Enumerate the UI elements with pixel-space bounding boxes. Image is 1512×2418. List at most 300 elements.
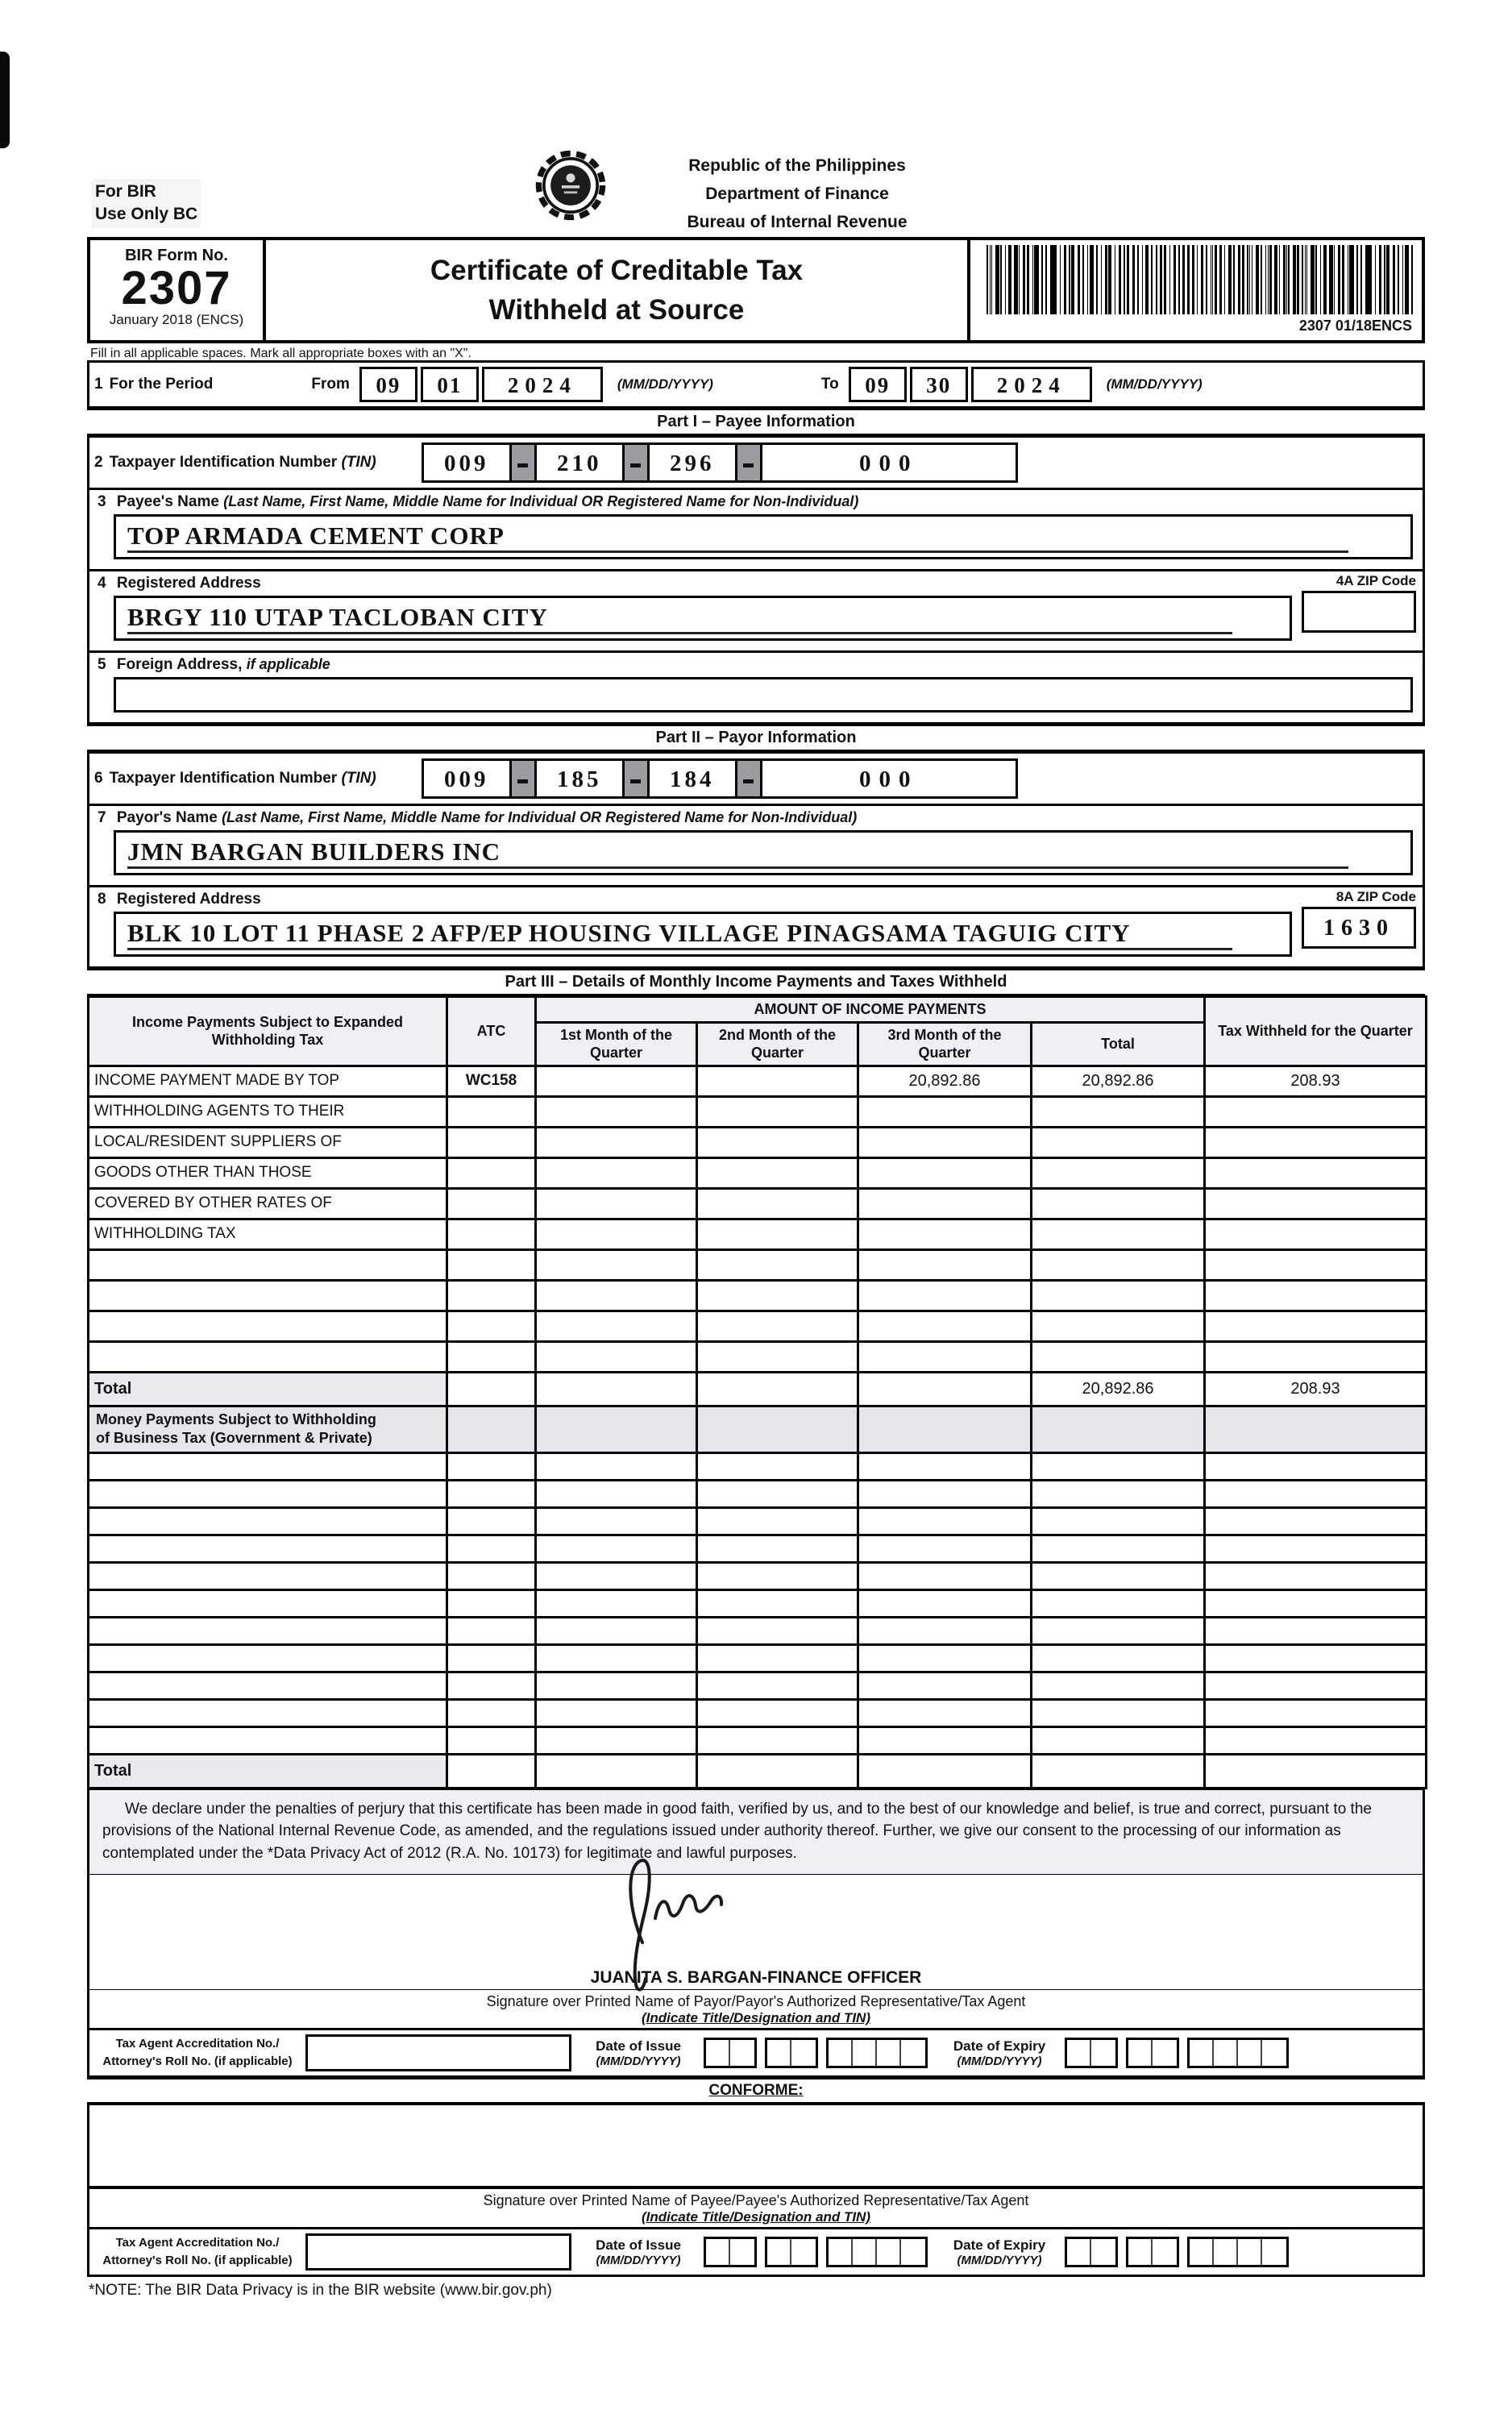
amount-cell-m3[interactable] bbox=[858, 1562, 1032, 1589]
tin-separator bbox=[512, 758, 534, 799]
payee-tin-row bbox=[87, 435, 1425, 490]
amount-cell-m2[interactable] bbox=[697, 1188, 858, 1219]
amount-cell-m3[interactable] bbox=[858, 1589, 1032, 1617]
date-of-issue-boxes[interactable] bbox=[704, 2237, 928, 2267]
tax-withheld-cell[interactable] bbox=[1205, 1188, 1427, 1219]
row-description[interactable] bbox=[89, 1699, 447, 1726]
atc-cell[interactable] bbox=[447, 1219, 536, 1249]
amount-cell-m3[interactable] bbox=[858, 1157, 1032, 1188]
tax-agent-accreditation-field[interactable] bbox=[305, 2233, 571, 2271]
amount-cell-m3[interactable] bbox=[858, 1726, 1032, 1754]
amount-cell-m3[interactable] bbox=[858, 1188, 1032, 1219]
tax-withheld-cell[interactable] bbox=[1205, 1127, 1427, 1157]
table-row bbox=[89, 1699, 1427, 1726]
row-description[interactable] bbox=[89, 1672, 447, 1699]
tax-withheld-cell[interactable] bbox=[1205, 1617, 1427, 1644]
shaded-cell bbox=[536, 1406, 697, 1452]
period-to-day-box[interactable]: 30 bbox=[910, 367, 968, 402]
row-description: WITHHOLDING TAX bbox=[89, 1219, 447, 1249]
table-row bbox=[89, 1535, 1427, 1562]
row-description bbox=[89, 1249, 447, 1280]
row-description: WITHHOLDING AGENTS TO THEIR bbox=[89, 1096, 447, 1127]
atc-cell[interactable] bbox=[447, 1188, 536, 1219]
tax-withheld-cell[interactable] bbox=[1205, 1589, 1427, 1617]
row-description bbox=[89, 1280, 447, 1311]
table-row bbox=[89, 1672, 1427, 1699]
total-m3 bbox=[858, 1754, 1032, 1788]
table-row bbox=[89, 1127, 1427, 1157]
amount-cell-total[interactable] bbox=[1032, 1617, 1205, 1644]
amount-cell-m2[interactable] bbox=[697, 1617, 858, 1644]
date-format-hint: (MM/DD/YYYY) bbox=[1106, 376, 1203, 392]
row-description[interactable] bbox=[89, 1480, 447, 1507]
amount-cell-total[interactable] bbox=[1032, 1311, 1205, 1341]
amount-cell-m1[interactable] bbox=[536, 1341, 697, 1372]
tax-withheld-cell[interactable] bbox=[1205, 1249, 1427, 1280]
amount-cell-total[interactable] bbox=[1032, 1280, 1205, 1311]
col-header-atc: ATC bbox=[447, 997, 536, 1066]
amount-cell-m2[interactable] bbox=[697, 1249, 858, 1280]
form-version: January 2018 (ENCS) bbox=[109, 312, 244, 327]
amount-cell-m1[interactable] bbox=[536, 1699, 697, 1726]
tax-withheld-cell[interactable] bbox=[1205, 1699, 1427, 1726]
payee-tin-group1[interactable]: 009 bbox=[422, 442, 512, 483]
amount-cell-total[interactable] bbox=[1032, 1507, 1205, 1535]
amount-cell-total[interactable] bbox=[1032, 1535, 1205, 1562]
from-label: From bbox=[311, 376, 350, 393]
period-from-year-box[interactable]: 2024 bbox=[482, 367, 603, 402]
row-description[interactable] bbox=[89, 1644, 447, 1672]
shaded-cell bbox=[447, 1406, 536, 1452]
payor-tin-boxes bbox=[422, 758, 1018, 799]
amount-cell-m3[interactable]: 20,892.86 bbox=[858, 1066, 1032, 1096]
amount-cell-m3[interactable] bbox=[858, 1507, 1032, 1535]
tax-withheld-cell[interactable] bbox=[1205, 1672, 1427, 1699]
privacy-footnote: *NOTE: The BIR Data Privacy is in the BIR website (www.bir.gov.ph) bbox=[89, 2282, 552, 2300]
scan-artifact bbox=[0, 52, 10, 148]
payor-printed-name: JUANITA S. BARGAN-FINANCE OFFICER bbox=[590, 1968, 922, 1988]
amount-cell-m2[interactable] bbox=[697, 1311, 858, 1341]
row-description[interactable] bbox=[89, 1452, 447, 1480]
signature-scrawl bbox=[565, 1839, 750, 2000]
payor-tax-agent-row bbox=[87, 2028, 1425, 2078]
money-total-label: Total bbox=[89, 1754, 447, 1788]
total-m3 bbox=[858, 1372, 1032, 1406]
row-description[interactable] bbox=[89, 1589, 447, 1617]
payor-address-field[interactable] bbox=[114, 912, 1292, 957]
payor-name-hint: (Last Name, First Name, Middle Name for Individual OR Registered Name for Non-Individual) bbox=[222, 809, 858, 825]
tax-withheld-cell[interactable]: 208.93 bbox=[1205, 1066, 1427, 1096]
payor-zip-label: 8A ZIP Code bbox=[1335, 889, 1416, 904]
tin-separator bbox=[625, 758, 647, 799]
table-row bbox=[89, 1452, 1427, 1480]
atc-cell[interactable] bbox=[447, 1341, 536, 1372]
amount-cell-m1[interactable] bbox=[536, 1311, 697, 1341]
amount-cell-total[interactable] bbox=[1032, 1589, 1205, 1617]
amount-cell-m2[interactable] bbox=[697, 1535, 858, 1562]
row-description[interactable] bbox=[89, 1726, 447, 1754]
tax-withheld-cell[interactable] bbox=[1205, 1562, 1427, 1589]
amount-cell-m1[interactable] bbox=[536, 1280, 697, 1311]
col-header-amount-span: AMOUNT OF INCOME PAYMENTS bbox=[536, 997, 1205, 1023]
payee-tin-label: Taxpayer Identification Number bbox=[109, 454, 338, 471]
payor-name-value: JMN BARGAN BUILDERS INC bbox=[127, 837, 501, 866]
amount-cell-total[interactable] bbox=[1032, 1672, 1205, 1699]
payee-name-field[interactable] bbox=[114, 514, 1413, 559]
atc-cell[interactable] bbox=[447, 1249, 536, 1280]
row-description: COVERED BY OTHER RATES OF bbox=[89, 1188, 447, 1219]
payor-zip-field[interactable]: 1630 bbox=[1302, 907, 1416, 949]
payee-tin-hint: (TIN) bbox=[341, 454, 376, 471]
item-no-8: 8 bbox=[98, 891, 106, 908]
table-row bbox=[89, 1219, 1427, 1249]
atc-cell[interactable] bbox=[447, 1280, 536, 1311]
amount-cell-m1[interactable] bbox=[536, 1480, 697, 1507]
col-header-total: Total bbox=[1032, 1022, 1205, 1066]
amount-cell-m1[interactable] bbox=[536, 1249, 697, 1280]
amount-cell-m1[interactable] bbox=[536, 1219, 697, 1249]
amount-cell-m3[interactable] bbox=[858, 1672, 1032, 1699]
income-total-label: Total bbox=[89, 1372, 447, 1406]
row-description[interactable] bbox=[89, 1562, 447, 1589]
amount-cell-m3[interactable] bbox=[858, 1249, 1032, 1280]
tax-withheld-cell[interactable] bbox=[1205, 1311, 1427, 1341]
form-title bbox=[266, 240, 970, 340]
amount-cell-m1[interactable] bbox=[536, 1535, 697, 1562]
amount-cell-m3[interactable] bbox=[858, 1699, 1032, 1726]
atc-cell[interactable] bbox=[447, 1672, 536, 1699]
payee-tin-boxes bbox=[422, 442, 1018, 483]
atc-cell[interactable] bbox=[447, 1644, 536, 1672]
atc-cell[interactable] bbox=[447, 1311, 536, 1341]
amount-cell-m1[interactable] bbox=[536, 1127, 697, 1157]
atc-cell bbox=[447, 1372, 536, 1406]
total-amount bbox=[1032, 1754, 1205, 1788]
atc-cell[interactable] bbox=[447, 1157, 536, 1188]
date-of-issue-label: Date of Issue (MM/DD/YYYY) bbox=[596, 2038, 681, 2068]
republic-line: Republic of the Philippines bbox=[688, 156, 906, 175]
amount-cell-m1[interactable] bbox=[536, 1452, 697, 1480]
table-row bbox=[89, 1726, 1427, 1754]
amount-cell-m2[interactable] bbox=[697, 1699, 858, 1726]
tax-withheld-cell[interactable] bbox=[1205, 1726, 1427, 1754]
table-row bbox=[89, 1280, 1427, 1311]
payee-address-label: Registered Address bbox=[116, 575, 261, 592]
col-header-month1: 1st Month of the Quarter bbox=[536, 1022, 697, 1066]
tax-withheld-cell[interactable] bbox=[1205, 1096, 1427, 1127]
payee-address-field[interactable] bbox=[114, 596, 1292, 641]
amount-cell-m3[interactable] bbox=[858, 1280, 1032, 1311]
atc-cell[interactable] bbox=[447, 1589, 536, 1617]
date-format-hint: (MM/DD/YYYY) bbox=[617, 376, 713, 392]
amount-cell-m2[interactable] bbox=[697, 1127, 858, 1157]
amount-cell-m2[interactable] bbox=[697, 1452, 858, 1480]
payee-name-row bbox=[87, 488, 1425, 571]
item-no-7: 7 bbox=[98, 809, 106, 826]
amount-cell-m1[interactable] bbox=[536, 1096, 697, 1127]
total-m2 bbox=[697, 1372, 858, 1406]
payee-zip-field[interactable] bbox=[1302, 591, 1416, 633]
date-of-issue-boxes[interactable] bbox=[704, 2038, 928, 2068]
total-tax-withheld bbox=[1205, 1754, 1427, 1788]
amount-cell-m2[interactable] bbox=[697, 1562, 858, 1589]
row-description[interactable] bbox=[89, 1507, 447, 1535]
date-of-issue-label: Date of Issue (MM/DD/YYYY) bbox=[596, 2237, 681, 2267]
form-number: 2307 bbox=[121, 262, 232, 314]
payor-tin-label: Taxpayer Identification Number bbox=[109, 770, 338, 787]
period-from-day-box[interactable]: 01 bbox=[421, 367, 479, 402]
form-title-line1: Certificate of Creditable Tax bbox=[430, 255, 804, 286]
amount-cell-m2[interactable] bbox=[697, 1341, 858, 1372]
total-m1 bbox=[536, 1372, 697, 1406]
amount-cell-m1[interactable] bbox=[536, 1066, 697, 1096]
table-row bbox=[89, 1096, 1427, 1127]
amount-cell-total[interactable] bbox=[1032, 1096, 1205, 1127]
row-description bbox=[89, 1341, 447, 1372]
total-amount: 20,892.86 bbox=[1032, 1372, 1205, 1406]
amount-cell-total[interactable] bbox=[1032, 1699, 1205, 1726]
total-tax-withheld: 208.93 bbox=[1205, 1372, 1427, 1406]
amount-cell-m1[interactable] bbox=[536, 1188, 697, 1219]
table-row bbox=[89, 1188, 1427, 1219]
tax-withheld-cell[interactable] bbox=[1205, 1157, 1427, 1188]
table-row bbox=[89, 1157, 1427, 1188]
amount-cell-m2[interactable] bbox=[697, 1219, 858, 1249]
atc-cell[interactable] bbox=[447, 1617, 536, 1644]
fill-instructions: Fill in all applicable spaces. Mark all appropriate boxes with an "X". bbox=[90, 347, 471, 360]
payee-name-value: TOP ARMADA CEMENT CORP bbox=[127, 521, 505, 550]
amount-cell-m1[interactable] bbox=[536, 1672, 697, 1699]
amount-cell-m1[interactable] bbox=[536, 1507, 697, 1535]
payor-tin-group4[interactable]: 000 bbox=[760, 758, 1018, 799]
period-from-month-box[interactable]: 09 bbox=[359, 367, 417, 402]
shaded-cell bbox=[1032, 1406, 1205, 1452]
atc-cell[interactable] bbox=[447, 1096, 536, 1127]
tin-separator bbox=[512, 442, 534, 483]
tin-separator bbox=[625, 442, 647, 483]
income-total-row bbox=[89, 1372, 1427, 1406]
row-description: INCOME PAYMENT MADE BY TOP bbox=[89, 1066, 447, 1096]
amount-cell-total[interactable] bbox=[1032, 1644, 1205, 1672]
payee-address-value: BRGY 110 UTAP TACLOBAN CITY bbox=[127, 603, 548, 631]
income-payments-table bbox=[87, 995, 1427, 1789]
for-bir-use-only bbox=[92, 179, 201, 228]
date-of-expiry-label: Date of Expiry (MM/DD/YYYY) bbox=[953, 2237, 1046, 2267]
col-header-tax-withheld: Tax Withheld for the Quarter bbox=[1205, 997, 1427, 1066]
tax-withheld-cell[interactable] bbox=[1205, 1219, 1427, 1249]
amount-cell-m3[interactable] bbox=[858, 1644, 1032, 1672]
table-row bbox=[89, 1480, 1427, 1507]
atc-cell[interactable] bbox=[447, 1699, 536, 1726]
total-m1 bbox=[536, 1754, 697, 1788]
tax-agent-accreditation-field[interactable] bbox=[305, 2034, 571, 2071]
amount-cell-m2[interactable] bbox=[697, 1589, 858, 1617]
amount-cell-m2[interactable] bbox=[697, 1480, 858, 1507]
payor-address-value: BLK 10 LOT 11 PHASE 2 AFP/EP HOUSING VILLAGE PINAGSAMA TAGUIG CITY bbox=[127, 919, 1131, 947]
form-number-block bbox=[90, 240, 266, 340]
tax-withheld-cell[interactable] bbox=[1205, 1480, 1427, 1507]
amount-cell-total[interactable] bbox=[1032, 1219, 1205, 1249]
row-description[interactable] bbox=[89, 1535, 447, 1562]
amount-cell-total[interactable] bbox=[1032, 1480, 1205, 1507]
tin-separator bbox=[737, 758, 760, 799]
amount-cell-m2[interactable] bbox=[697, 1066, 858, 1096]
payor-address-row bbox=[87, 885, 1425, 969]
atc-cell bbox=[447, 1754, 536, 1788]
part2-title: Part II – Payor Information bbox=[87, 722, 1425, 754]
amount-cell-m3[interactable] bbox=[858, 1311, 1032, 1341]
payor-address-label: Registered Address bbox=[116, 891, 261, 908]
payee-foreign-address-row bbox=[87, 650, 1425, 725]
bir-seal-icon bbox=[534, 148, 608, 222]
payee-tin-group4[interactable]: 000 bbox=[760, 442, 1018, 483]
amount-cell-m1[interactable] bbox=[536, 1157, 697, 1188]
payee-zip-label: 4A ZIP Code bbox=[1335, 573, 1416, 588]
date-of-expiry-boxes[interactable] bbox=[1065, 2038, 1289, 2068]
amount-cell-m2[interactable] bbox=[697, 1644, 858, 1672]
bureau-line: Bureau of Internal Revenue bbox=[687, 213, 908, 231]
foreign-address-field[interactable] bbox=[114, 677, 1413, 713]
date-of-expiry-boxes[interactable] bbox=[1065, 2237, 1289, 2267]
amount-cell-m3[interactable] bbox=[858, 1219, 1032, 1249]
tax-withheld-cell[interactable] bbox=[1205, 1644, 1427, 1672]
atc-cell[interactable] bbox=[447, 1507, 536, 1535]
shaded-cell bbox=[858, 1406, 1032, 1452]
amount-cell-m1[interactable] bbox=[536, 1644, 697, 1672]
amount-cell-m3[interactable] bbox=[858, 1617, 1032, 1644]
payee-signature-caption: Signature over Printed Name of Payee/Payee's Authorized Representative/Tax Agent (Indicate Title/Designation and TIN) bbox=[87, 2186, 1425, 2229]
amount-cell-total[interactable] bbox=[1032, 1562, 1205, 1589]
amount-cell-m2[interactable] bbox=[697, 1157, 858, 1188]
foreign-address-hint: if applicable bbox=[246, 656, 330, 672]
payor-tin-group1[interactable]: 009 bbox=[422, 758, 512, 799]
tax-withheld-cell[interactable] bbox=[1205, 1535, 1427, 1562]
table-row bbox=[89, 1644, 1427, 1672]
tax-withheld-cell[interactable] bbox=[1205, 1280, 1427, 1311]
amount-cell-m3[interactable] bbox=[858, 1480, 1032, 1507]
col-header-description: Income Payments Subject to Expanded Withholding Tax bbox=[89, 997, 447, 1066]
amount-cell-total[interactable] bbox=[1032, 1127, 1205, 1157]
payee-address-row bbox=[87, 569, 1425, 653]
for-bir-line2: Use Only BC bbox=[95, 205, 198, 224]
money-total-row bbox=[89, 1754, 1427, 1788]
payor-name-row bbox=[87, 804, 1425, 887]
form-body bbox=[87, 153, 1425, 2300]
table-row bbox=[89, 1562, 1427, 1589]
table-row bbox=[89, 1341, 1427, 1372]
pre-header bbox=[87, 153, 1425, 237]
row-description bbox=[89, 1311, 447, 1341]
amount-cell-m1[interactable] bbox=[536, 1617, 697, 1644]
row-description: GOODS OTHER THAN THOSE bbox=[89, 1157, 447, 1188]
department-line: Department of Finance bbox=[705, 185, 889, 203]
payee-tax-agent-row bbox=[87, 2227, 1425, 2277]
amount-cell-total[interactable] bbox=[1032, 1341, 1205, 1372]
for-bir-line1: For BIR bbox=[95, 182, 156, 201]
total-m2 bbox=[697, 1754, 858, 1788]
form-title-line2: Withheld at Source bbox=[488, 294, 745, 326]
payor-tin-group3[interactable]: 184 bbox=[647, 758, 737, 799]
table-row bbox=[89, 1507, 1427, 1535]
tax-agent-accreditation-label: Tax Agent Accreditation No./ Attorney's Roll No. (if applicable) bbox=[102, 2036, 293, 2069]
item-no-6: 6 bbox=[94, 770, 103, 787]
amount-cell-m1[interactable] bbox=[536, 1562, 697, 1589]
amount-cell-m2[interactable] bbox=[697, 1672, 858, 1699]
amount-cell-m1[interactable] bbox=[536, 1726, 697, 1754]
amount-cell-m3[interactable] bbox=[858, 1127, 1032, 1157]
atc-cell[interactable]: WC158 bbox=[447, 1066, 536, 1096]
tax-withheld-cell[interactable] bbox=[1205, 1452, 1427, 1480]
amount-cell-m2[interactable] bbox=[697, 1096, 858, 1127]
col-header-month2: 2nd Month of the Quarter bbox=[697, 1022, 858, 1066]
to-label: To bbox=[820, 376, 839, 393]
amount-cell-total[interactable] bbox=[1032, 1452, 1205, 1480]
table-row bbox=[89, 1249, 1427, 1280]
amount-cell-m3[interactable] bbox=[858, 1341, 1032, 1372]
payor-name-field[interactable] bbox=[114, 830, 1413, 875]
amount-cell-total[interactable] bbox=[1032, 1157, 1205, 1188]
amount-cell-m3[interactable] bbox=[858, 1452, 1032, 1480]
row-description[interactable] bbox=[89, 1617, 447, 1644]
form-no-label: BIR Form No. bbox=[125, 247, 228, 264]
row-description: LOCAL/RESIDENT SUPPLIERS OF bbox=[89, 1127, 447, 1157]
money-payments-label: Money Payments Subject to Withholding of Business Tax (Government & Private) bbox=[89, 1406, 447, 1452]
payee-tin-group3[interactable]: 296 bbox=[647, 442, 737, 483]
payee-signature-area[interactable] bbox=[87, 2103, 1425, 2188]
amount-cell-m2[interactable] bbox=[697, 1507, 858, 1535]
amount-cell-total[interactable] bbox=[1032, 1726, 1205, 1754]
amount-cell-total[interactable] bbox=[1032, 1249, 1205, 1280]
amount-cell-m2[interactable] bbox=[697, 1726, 858, 1754]
payor-tin-row bbox=[87, 751, 1425, 806]
period-to-year-box[interactable]: 2024 bbox=[971, 367, 1092, 402]
payor-tin-hint: (TIN) bbox=[341, 770, 376, 787]
tin-separator bbox=[737, 442, 760, 483]
item-no-3: 3 bbox=[98, 493, 106, 510]
amount-cell-m1[interactable] bbox=[536, 1589, 697, 1617]
atc-cell[interactable] bbox=[447, 1127, 536, 1157]
payor-signature-caption: Signature over Printed Name of Payor/Payor's Authorized Representative/Tax Agent (Indicate Title/Designation and TIN) bbox=[87, 1987, 1425, 2030]
barcode-block bbox=[970, 240, 1422, 340]
amount-cell-m3[interactable] bbox=[858, 1096, 1032, 1127]
payor-signature-area bbox=[87, 1875, 1425, 1989]
perjury-declaration: We declare under the penalties of perjury that this certificate has been made in good faith, verified by us, and to the best of our knowledge and belief, is true and correct, pursuant to the provisions of the National Internal Revenue Code, as amended, and the regulations issued under authority thereof. Further, we give our consent to the processing of our information as contemplated under the *Data Privacy Act of 2012 (R.A. No. 10173) for legitimate and lawful purposes. bbox=[87, 1787, 1425, 1878]
atc-cell[interactable] bbox=[447, 1452, 536, 1480]
form-header bbox=[87, 237, 1425, 343]
tax-withheld-cell[interactable] bbox=[1205, 1341, 1427, 1372]
item-no-2: 2 bbox=[94, 454, 103, 471]
atc-cell[interactable] bbox=[447, 1562, 536, 1589]
table-row bbox=[89, 1066, 1427, 1096]
payee-tin-group2[interactable]: 210 bbox=[534, 442, 625, 483]
amount-cell-m2[interactable] bbox=[697, 1280, 858, 1311]
period-to-month-box[interactable]: 09 bbox=[849, 367, 907, 402]
atc-cell[interactable] bbox=[447, 1535, 536, 1562]
atc-cell[interactable] bbox=[447, 1480, 536, 1507]
item-no-1: 1 bbox=[94, 376, 103, 393]
table-row bbox=[89, 1589, 1427, 1617]
shaded-cell bbox=[697, 1406, 858, 1452]
atc-cell[interactable] bbox=[447, 1726, 536, 1754]
item-no-4: 4 bbox=[98, 575, 106, 592]
amount-cell-total[interactable] bbox=[1032, 1188, 1205, 1219]
payee-name-label: Payee's Name bbox=[116, 493, 219, 510]
payor-tin-group2[interactable]: 185 bbox=[534, 758, 625, 799]
amount-cell-m3[interactable] bbox=[858, 1535, 1032, 1562]
tax-withheld-cell[interactable] bbox=[1205, 1507, 1427, 1535]
amount-cell-total[interactable]: 20,892.86 bbox=[1032, 1066, 1205, 1096]
government-heading bbox=[624, 152, 970, 236]
